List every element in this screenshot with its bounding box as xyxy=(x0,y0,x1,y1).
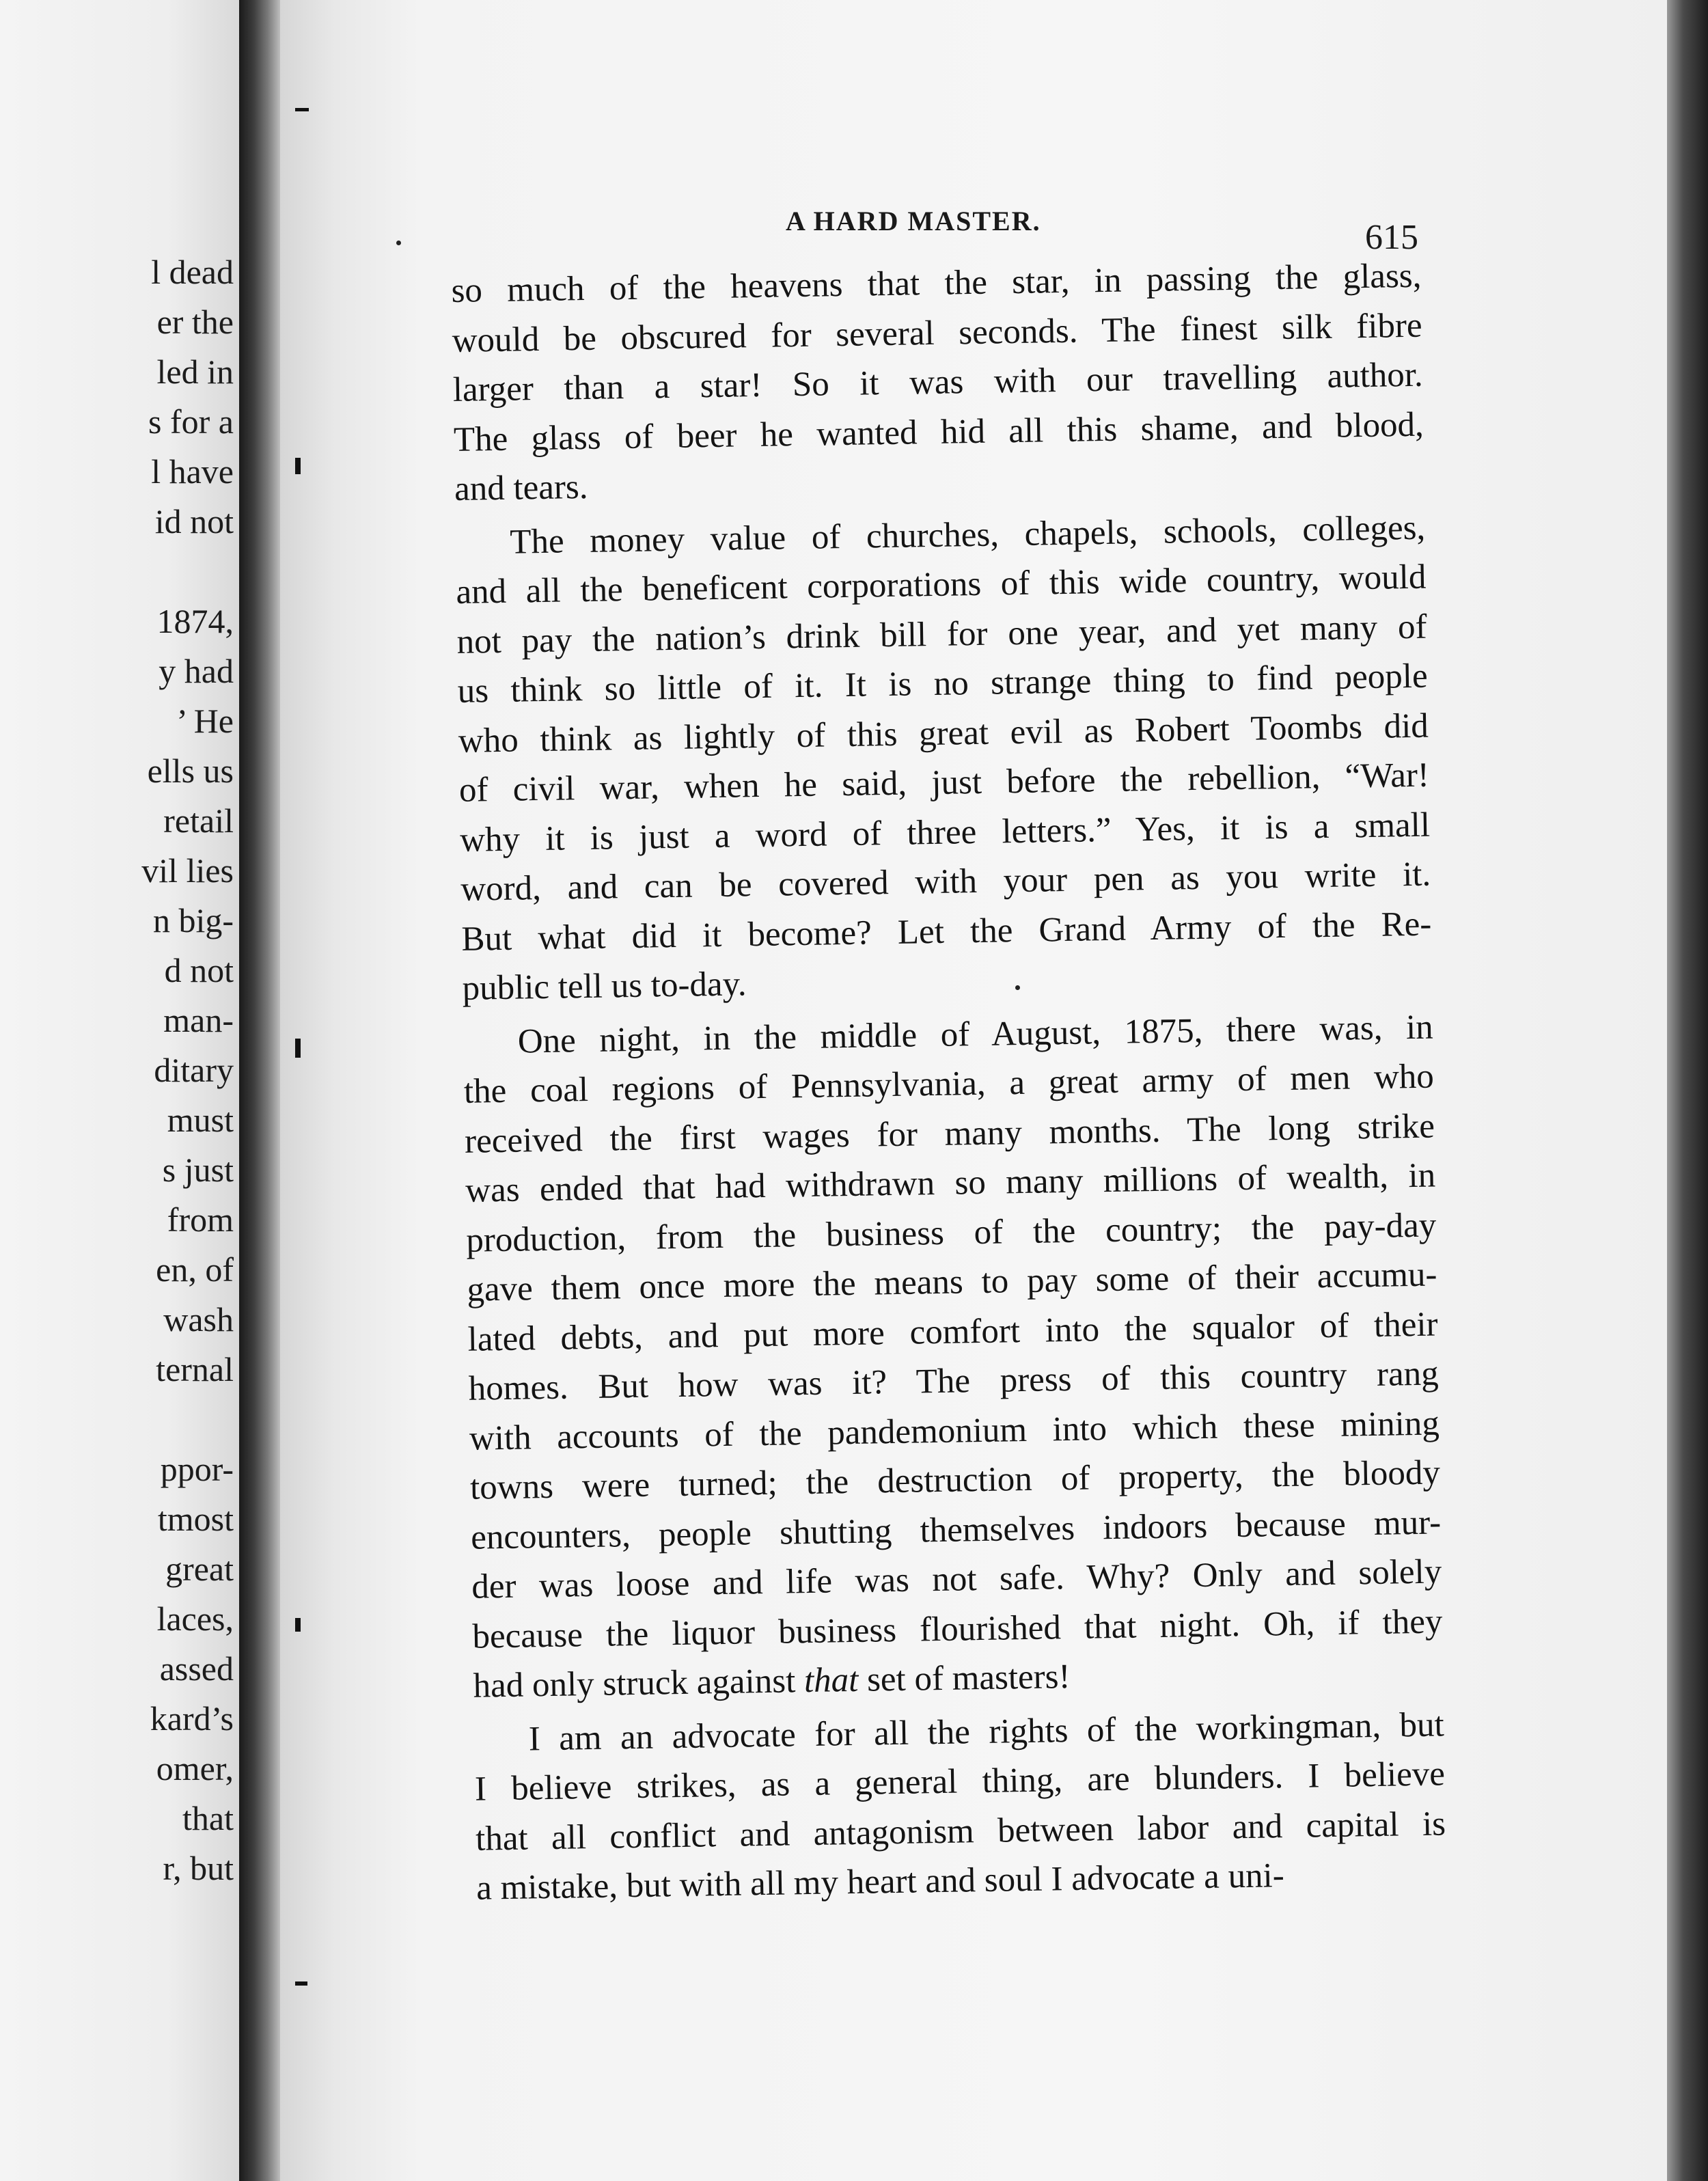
gutter-mark xyxy=(295,1981,307,1986)
previous-page-line: s just xyxy=(162,1151,234,1189)
previous-page-line: tmost xyxy=(157,1500,234,1538)
previous-page-line: s for a xyxy=(148,402,234,441)
previous-page-line: l dead xyxy=(151,253,234,291)
previous-page-line: ditary xyxy=(154,1051,234,1089)
previous-page-line: y had xyxy=(159,652,234,690)
previous-page-line: ’ He xyxy=(176,702,234,740)
previous-page-line: assed xyxy=(159,1649,234,1688)
text-line: The money value of churches, chapels, schools, colleges, xyxy=(509,508,1426,562)
page-edge-shadow xyxy=(1667,0,1708,2181)
gutter-mark xyxy=(295,1618,301,1632)
text-line: because the liquor business flourished that night. Oh, if they xyxy=(472,1602,1443,1656)
paragraph xyxy=(451,251,1425,515)
paragraph xyxy=(463,1002,1444,1711)
text-line: One night, in the middle of August, 1875, there was, in xyxy=(517,1008,1434,1061)
gutter-mark xyxy=(295,1039,301,1058)
previous-page-line: laces, xyxy=(156,1600,234,1638)
previous-page-line: wash xyxy=(163,1300,234,1339)
page-number: 615 xyxy=(1365,218,1418,257)
previous-page-line: r, but xyxy=(163,1849,234,1887)
previous-page-line: vil lies xyxy=(141,851,234,890)
previous-page xyxy=(0,0,239,2181)
previous-page-line: must xyxy=(167,1101,234,1139)
previous-page-line: led in xyxy=(156,353,234,391)
text-line: that all conflict and antagonism between labor and capital is xyxy=(475,1804,1446,1858)
previous-page-line: en, of xyxy=(156,1250,234,1289)
previous-page-line xyxy=(0,547,234,596)
text-line: with accounts of the pandemonium into which these mining xyxy=(469,1403,1440,1458)
gutter-mark xyxy=(295,108,309,111)
text-line: word, and can be covered with your pen as you write it. xyxy=(460,855,1431,909)
text-line: received the first wages for many months. The long strike xyxy=(464,1107,1435,1161)
text-line: But what did it become? Let the Grand Army of the Re- xyxy=(461,905,1432,959)
previous-page-line: d not xyxy=(164,951,234,989)
previous-page-text xyxy=(0,247,234,1893)
previous-page-line: man- xyxy=(163,1001,234,1039)
text-line: not pay the nation’s drink bill for one year, and yet many of xyxy=(456,607,1427,661)
previous-page-line: id not xyxy=(154,502,234,540)
text-line: homes. But how was it? The press of this country rang xyxy=(468,1354,1440,1408)
previous-page-line: ternal xyxy=(156,1350,234,1388)
previous-page-line xyxy=(0,1395,234,1444)
paragraph xyxy=(473,1700,1446,1913)
speck xyxy=(396,241,401,245)
text-line: so much of the heavens that the star, in passing the glass, xyxy=(451,256,1422,310)
emphasis: that xyxy=(803,1660,859,1701)
text-line: gave them once more the means to pay some of their accumu- xyxy=(467,1255,1437,1309)
page-body-text xyxy=(451,251,1447,1918)
text-line: lated debts, and put more comfort into the squalor of their xyxy=(467,1305,1438,1359)
previous-page-line: from xyxy=(167,1201,234,1239)
previous-page-line: retail xyxy=(163,801,234,840)
previous-page-line: 1874, xyxy=(156,602,234,640)
text-line: who think as lightly of this great evil as Robert Toombs did xyxy=(458,707,1429,760)
text-line: was ended that had withdrawn so many millions of wealth, in xyxy=(465,1156,1436,1210)
text-line: had only struck against that set of masters! xyxy=(473,1658,1071,1705)
previous-page-line: ppor- xyxy=(160,1450,234,1488)
text-line: and all the beneficent corporations of this wide country, would xyxy=(456,558,1427,612)
text-line: why it is just a word of three letters.” Yes, it is a small xyxy=(459,806,1431,860)
previous-page-line: omer, xyxy=(156,1749,234,1787)
running-title: A HARD MASTER. xyxy=(786,206,1041,236)
text-line: us think so little of it. It is no strange thing to find people xyxy=(457,657,1429,711)
text-line: production, from the business of the country; the pay-day xyxy=(465,1206,1437,1260)
text-line: I am an advocate for all the rights of the workingman, but xyxy=(528,1705,1445,1758)
previous-page-line: l have xyxy=(151,452,234,491)
paragraph xyxy=(455,503,1433,1013)
previous-page-line: that xyxy=(182,1799,234,1837)
previous-page-line: er the xyxy=(156,303,234,341)
text-line: towns were turned; the destruction of property, the bloody xyxy=(469,1453,1441,1507)
book-gutter xyxy=(239,0,280,2181)
text-line: the coal regions of Pennsylvania, a great army of men who xyxy=(463,1057,1435,1111)
text-line: encounters, people shutting themselves indoors because mur- xyxy=(470,1503,1442,1557)
text-line: public tell us to-day. xyxy=(462,965,747,1008)
text-line: The glass of beer he wanted hid all this shame, and blood, xyxy=(453,405,1424,459)
text-line: a mistake, but with all my heart and soul I advocate a uni- xyxy=(476,1856,1285,1908)
previous-page-line: great xyxy=(165,1550,234,1588)
previous-page-line: n big- xyxy=(152,901,234,939)
text-line: and tears. xyxy=(454,467,588,508)
text-line: of civil war, when he said, just before the rebellion, “War! xyxy=(458,756,1430,810)
gutter-mark xyxy=(295,458,301,474)
previous-page-line: kard’s xyxy=(150,1699,234,1738)
text-line: larger than a star! So it was with our travelling author. xyxy=(452,355,1424,409)
text-line: der was loose and life was not safe. Why? Only and solely xyxy=(471,1552,1442,1606)
text-line: I believe strikes, as a general thing, are blunders. I believe xyxy=(474,1755,1446,1809)
text-line: would be obscured for several seconds. The finest silk fibre xyxy=(452,306,1422,360)
previous-page-line: ells us xyxy=(147,752,234,790)
